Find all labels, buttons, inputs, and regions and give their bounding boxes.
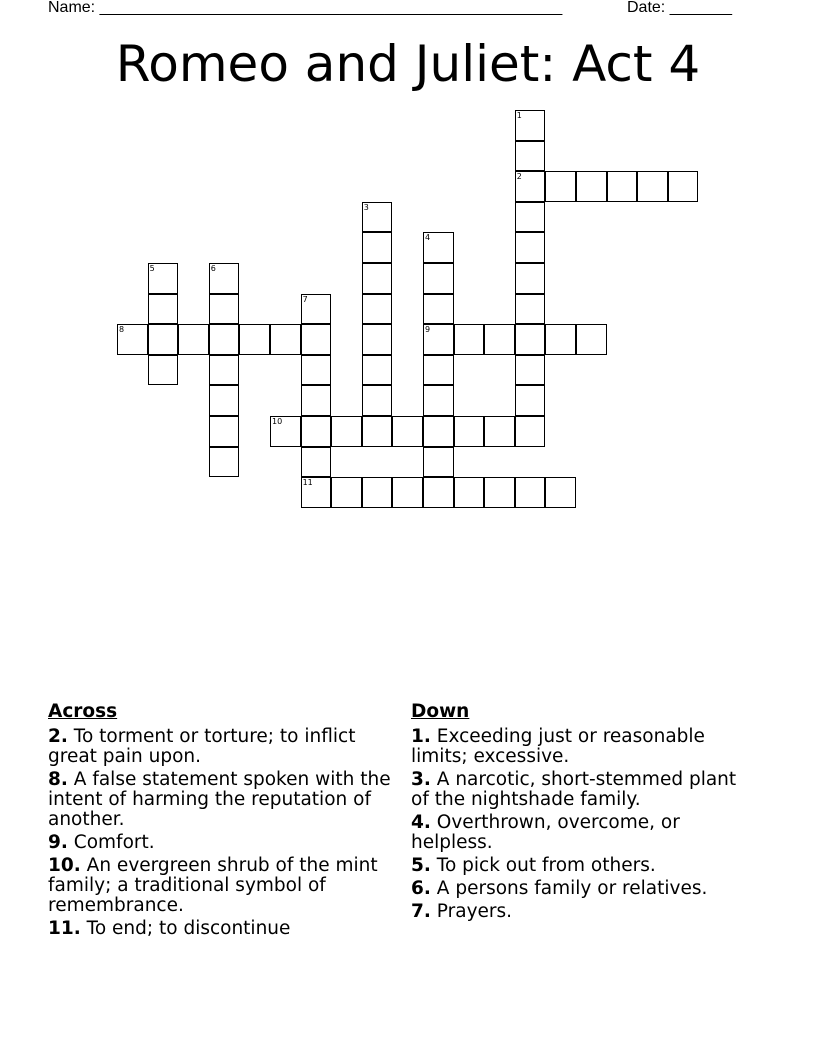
crossword-cell[interactable] <box>515 202 546 233</box>
clue-number: 8. <box>48 769 68 790</box>
crossword-cell[interactable] <box>301 447 332 478</box>
crossword-cell[interactable] <box>209 416 240 447</box>
clue-number: 2. <box>48 726 68 747</box>
down-clue <box>411 879 751 899</box>
clue-number-label: 4 <box>425 233 431 243</box>
crossword-cell[interactable] <box>148 263 179 294</box>
name-field-label: Name: ____________________________________________________ <box>48 0 563 16</box>
clue-text: An evergreen shrub of the mint family; a traditional symbol of remembrance. <box>48 855 378 916</box>
crossword-cell[interactable] <box>545 171 576 202</box>
down-clue <box>411 727 751 767</box>
crossword-cell[interactable] <box>362 202 393 233</box>
crossword-cell[interactable] <box>454 324 485 355</box>
crossword-cell[interactable] <box>515 416 546 447</box>
crossword-cell[interactable] <box>515 232 546 263</box>
crossword-cell[interactable] <box>576 324 607 355</box>
clue-number-label: 2 <box>516 172 522 182</box>
crossword-cell[interactable] <box>515 385 546 416</box>
crossword-cell[interactable] <box>362 355 393 386</box>
crossword-cell[interactable] <box>209 263 240 294</box>
down-clues <box>411 702 751 925</box>
clue-number: 7. <box>411 901 431 922</box>
crossword-cell[interactable] <box>301 294 332 325</box>
crossword-cell[interactable] <box>515 263 546 294</box>
crossword-cell[interactable] <box>576 171 607 202</box>
crossword-cell[interactable] <box>545 477 576 508</box>
clue-text: A persons family or relatives. <box>436 878 708 899</box>
crossword-cell[interactable] <box>178 324 209 355</box>
clue-number: 9. <box>48 832 68 853</box>
down-heading: Down <box>411 701 470 722</box>
clue-text: To torment or torture; to inflict great pain upon. <box>48 726 356 767</box>
clue-number: 10. <box>48 855 81 876</box>
crossword-cell[interactable] <box>515 171 546 202</box>
clue-number: 1. <box>411 726 431 747</box>
clue-text: Prayers. <box>436 901 513 922</box>
crossword-cell[interactable] <box>423 294 454 325</box>
clue-text: A false statement spoken with the intent of harming the reputation of another. <box>48 769 391 830</box>
crossword-cell[interactable] <box>515 110 546 141</box>
clue-number-label: 1 <box>516 111 522 120</box>
crossword-cell[interactable] <box>301 416 332 447</box>
crossword-cell[interactable] <box>637 171 668 202</box>
crossword-cell[interactable] <box>392 416 423 447</box>
clue-number-label: 7 <box>302 294 308 304</box>
down-clue <box>411 813 751 853</box>
crossword-cell[interactable] <box>270 416 301 447</box>
crossword-cell[interactable] <box>209 294 240 325</box>
crossword-cell[interactable] <box>515 141 546 172</box>
clue-number: 5. <box>411 855 431 876</box>
crossword-cell[interactable] <box>423 355 454 386</box>
crossword-cell[interactable] <box>515 477 546 508</box>
crossword-cell[interactable] <box>301 385 332 416</box>
crossword-cell[interactable] <box>117 324 148 355</box>
crossword-cell[interactable] <box>301 324 332 355</box>
down-clue <box>411 770 751 810</box>
crossword-cell[interactable] <box>515 355 546 386</box>
crossword-cell[interactable] <box>423 447 454 478</box>
clue-number-label: 9 <box>425 325 431 335</box>
crossword-cell[interactable] <box>209 355 240 386</box>
clue-number-label: 6 <box>210 264 216 273</box>
across-clue <box>48 770 408 830</box>
crossword-cell[interactable] <box>423 477 454 508</box>
crossword-cell[interactable] <box>148 294 179 325</box>
crossword-cell[interactable] <box>423 232 454 263</box>
clue-text: To pick out from others. <box>436 855 656 876</box>
clue-number-label: 11 <box>302 478 313 488</box>
crossword-cell[interactable] <box>362 385 393 416</box>
clue-text: Comfort. <box>73 832 155 853</box>
page-title: Romeo and Juliet: Act 4 <box>115 35 701 93</box>
crossword-cell[interactable] <box>301 355 332 386</box>
across-clue <box>48 919 408 939</box>
crossword-cell[interactable] <box>545 324 576 355</box>
crossword-cell[interactable] <box>209 447 240 478</box>
crossword-cell[interactable] <box>484 416 515 447</box>
clue-text: Exceeding just or reasonable limits; excessive. <box>411 726 705 767</box>
clue-number: 6. <box>411 878 431 899</box>
across-heading: Across <box>48 701 118 722</box>
crossword-cell[interactable] <box>423 416 454 447</box>
crossword-cell[interactable] <box>423 263 454 294</box>
clue-number: 3. <box>411 769 431 790</box>
crossword-cell[interactable] <box>362 232 393 263</box>
across-clue <box>48 833 408 853</box>
clue-number-label: 5 <box>149 264 155 273</box>
crossword-cell[interactable] <box>515 324 546 355</box>
crossword-cell[interactable] <box>423 385 454 416</box>
crossword-cell[interactable] <box>392 477 423 508</box>
crossword-cell[interactable] <box>209 324 240 355</box>
crossword-cell[interactable] <box>668 171 699 202</box>
crossword-cell[interactable] <box>423 324 454 355</box>
clue-number-label: 8 <box>119 325 125 335</box>
crossword-cell[interactable] <box>484 324 515 355</box>
clue-number-label: 3 <box>363 202 369 212</box>
crossword-cell[interactable] <box>454 416 485 447</box>
crossword-cell[interactable] <box>454 477 485 508</box>
crossword-cell[interactable] <box>148 355 179 386</box>
date-field-label: Date: _______ <box>627 0 732 16</box>
crossword-cell[interactable] <box>301 477 332 508</box>
across-clue <box>48 727 408 767</box>
clue-text: To end; to discontinue <box>86 918 291 939</box>
across-clues <box>48 702 408 942</box>
crossword-cell[interactable] <box>607 171 638 202</box>
crossword-cell[interactable] <box>270 324 301 355</box>
crossword-cell[interactable] <box>515 294 546 325</box>
clue-number-label: 10 <box>272 417 283 426</box>
clue-text: Overthrown, overcome, or helpless. <box>411 812 680 853</box>
crossword-cell[interactable] <box>362 416 393 447</box>
crossword-cell[interactable] <box>148 324 179 355</box>
crossword-cell[interactable] <box>331 416 362 447</box>
clue-number: 11. <box>48 918 81 939</box>
crossword-cell[interactable] <box>362 324 393 355</box>
crossword-cell[interactable] <box>209 385 240 416</box>
crossword-cell[interactable] <box>331 477 362 508</box>
crossword-cell[interactable] <box>362 477 393 508</box>
across-clue <box>48 856 408 916</box>
crossword-cell[interactable] <box>362 263 393 294</box>
crossword-cell[interactable] <box>239 324 270 355</box>
clue-number: 4. <box>411 812 431 833</box>
down-clue <box>411 856 751 876</box>
crossword-cell[interactable] <box>484 477 515 508</box>
crossword-cell[interactable] <box>362 294 393 325</box>
down-clue <box>411 902 751 922</box>
clue-text: A narcotic, short-stemmed plant of the nightshade family. <box>411 769 737 810</box>
